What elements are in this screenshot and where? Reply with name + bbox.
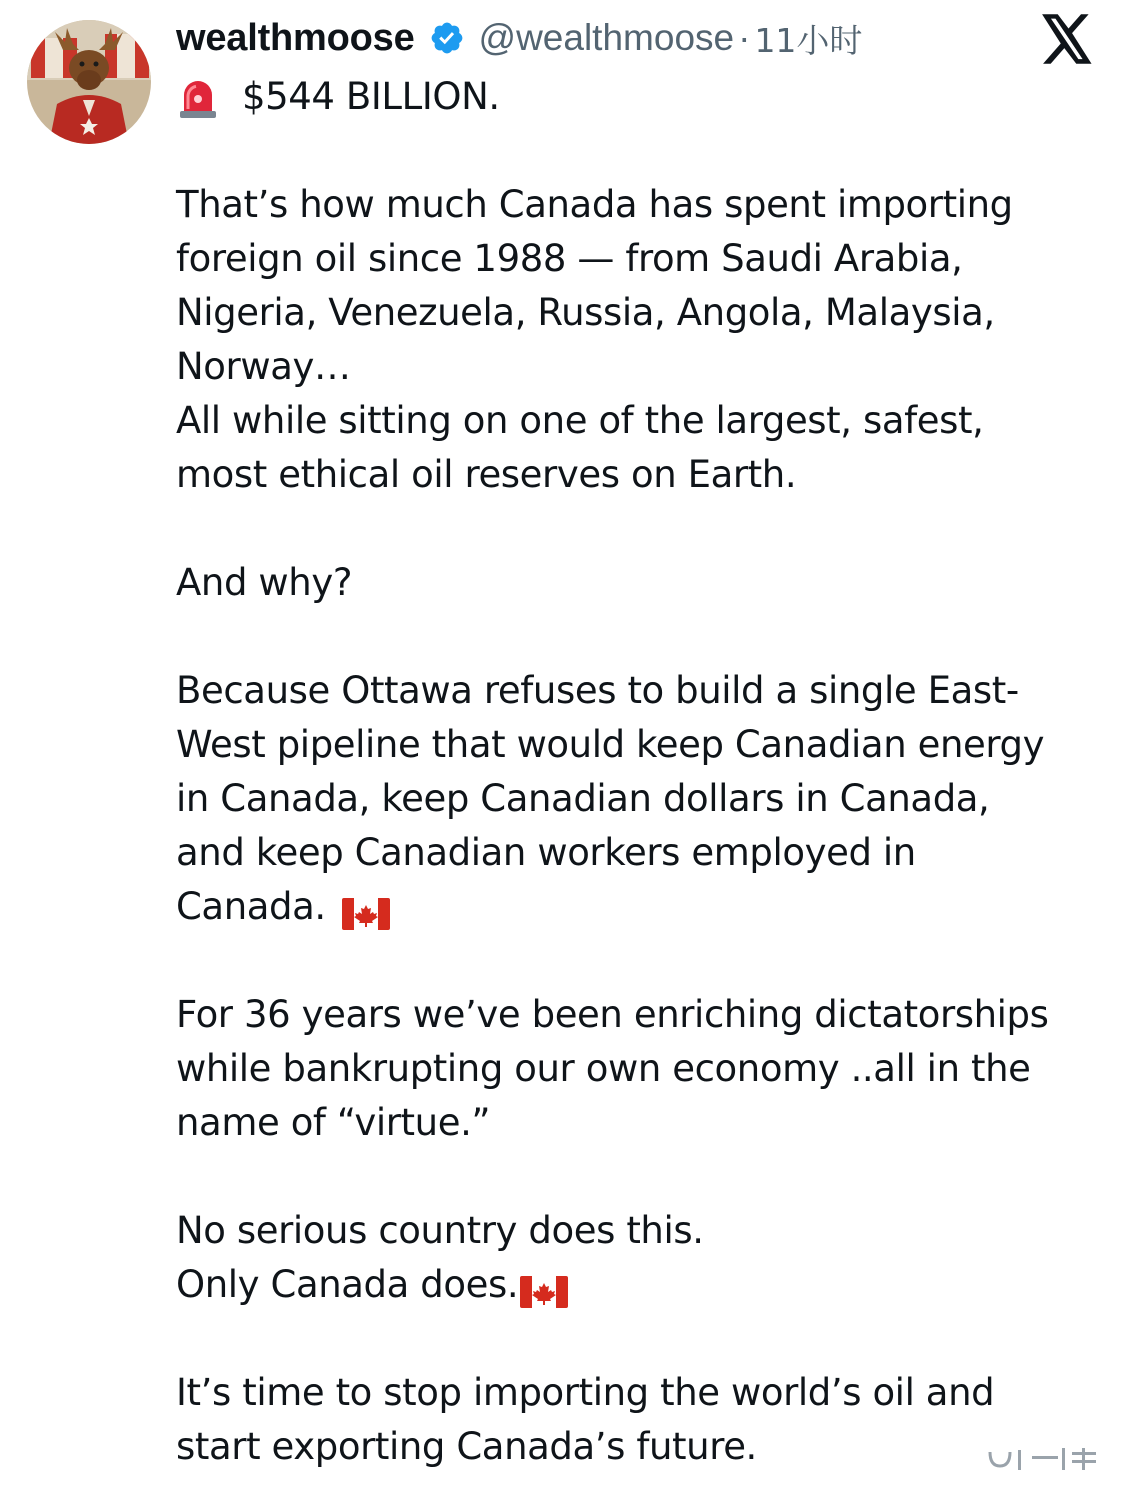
canada-flag-emoji-icon <box>342 891 390 923</box>
tweet-line: It’s time to stop importing the world’s oil and <box>176 1371 995 1414</box>
moose-avatar-icon <box>27 20 151 144</box>
tweet-line: West pipeline that would keep Canadian energy <box>176 723 1045 766</box>
siren-emoji-icon <box>176 75 220 119</box>
tweet-line: For 36 years we’ve been enriching dictatorships <box>176 993 1049 1036</box>
blank-line <box>176 1150 1111 1204</box>
handle[interactable]: @wealthmoose <box>478 17 735 58</box>
tweet-line: name of “virtue.” <box>176 1101 491 1144</box>
verified-badge-icon[interactable] <box>429 20 465 56</box>
tweet-line: Nigeria, Venezuela, Russia, Angola, Malaysia, <box>176 291 995 334</box>
tweet-line: No serious country does this. <box>176 1209 704 1252</box>
canada-flag-emoji-icon <box>520 1269 568 1301</box>
tweet-line: in Canada, keep Canadian dollars in Canada, <box>176 777 990 820</box>
tweet-line: Because Ottawa refuses to build a single East- <box>176 669 1019 712</box>
tweet-header <box>176 12 862 64</box>
x-logo-icon[interactable] <box>1040 14 1094 64</box>
tweet-line: And why? <box>176 561 353 604</box>
tweet-line: most ethical oil reserves on Earth. <box>176 453 797 496</box>
tweet-text <box>176 70 1111 1474</box>
tweet-line: and keep Canadian workers employed in <box>176 831 916 874</box>
watermark-icon <box>988 1444 1100 1474</box>
blank-line <box>176 1312 1111 1366</box>
tweet-line: That’s how much Canada has spent importing <box>176 183 1013 226</box>
tweet-line: Norway… <box>176 345 351 388</box>
blank-line <box>176 502 1111 556</box>
tweet-line: while bankrupting our own economy ..all in the <box>176 1047 1031 1090</box>
tweet-line: $544 BILLION. <box>176 70 1111 124</box>
separator-dot: · <box>738 17 751 58</box>
display-name[interactable]: wealthmoose <box>176 16 415 59</box>
timestamp[interactable]: 11小时 <box>754 20 863 60</box>
tweet-line: Only Canada does. <box>176 1258 1111 1312</box>
tweet-line: foreign oil since 1988 — from Saudi Arabia, <box>176 237 963 280</box>
blank-line <box>176 610 1111 664</box>
tweet-line: Canada. <box>176 880 1111 934</box>
blank-line <box>176 934 1111 988</box>
avatar[interactable] <box>27 20 151 144</box>
blank-line <box>176 124 1111 178</box>
tweet-line: All while sitting on one of the largest, safest, <box>176 399 984 442</box>
tweet-line: start exporting Canada’s future. <box>176 1425 757 1468</box>
